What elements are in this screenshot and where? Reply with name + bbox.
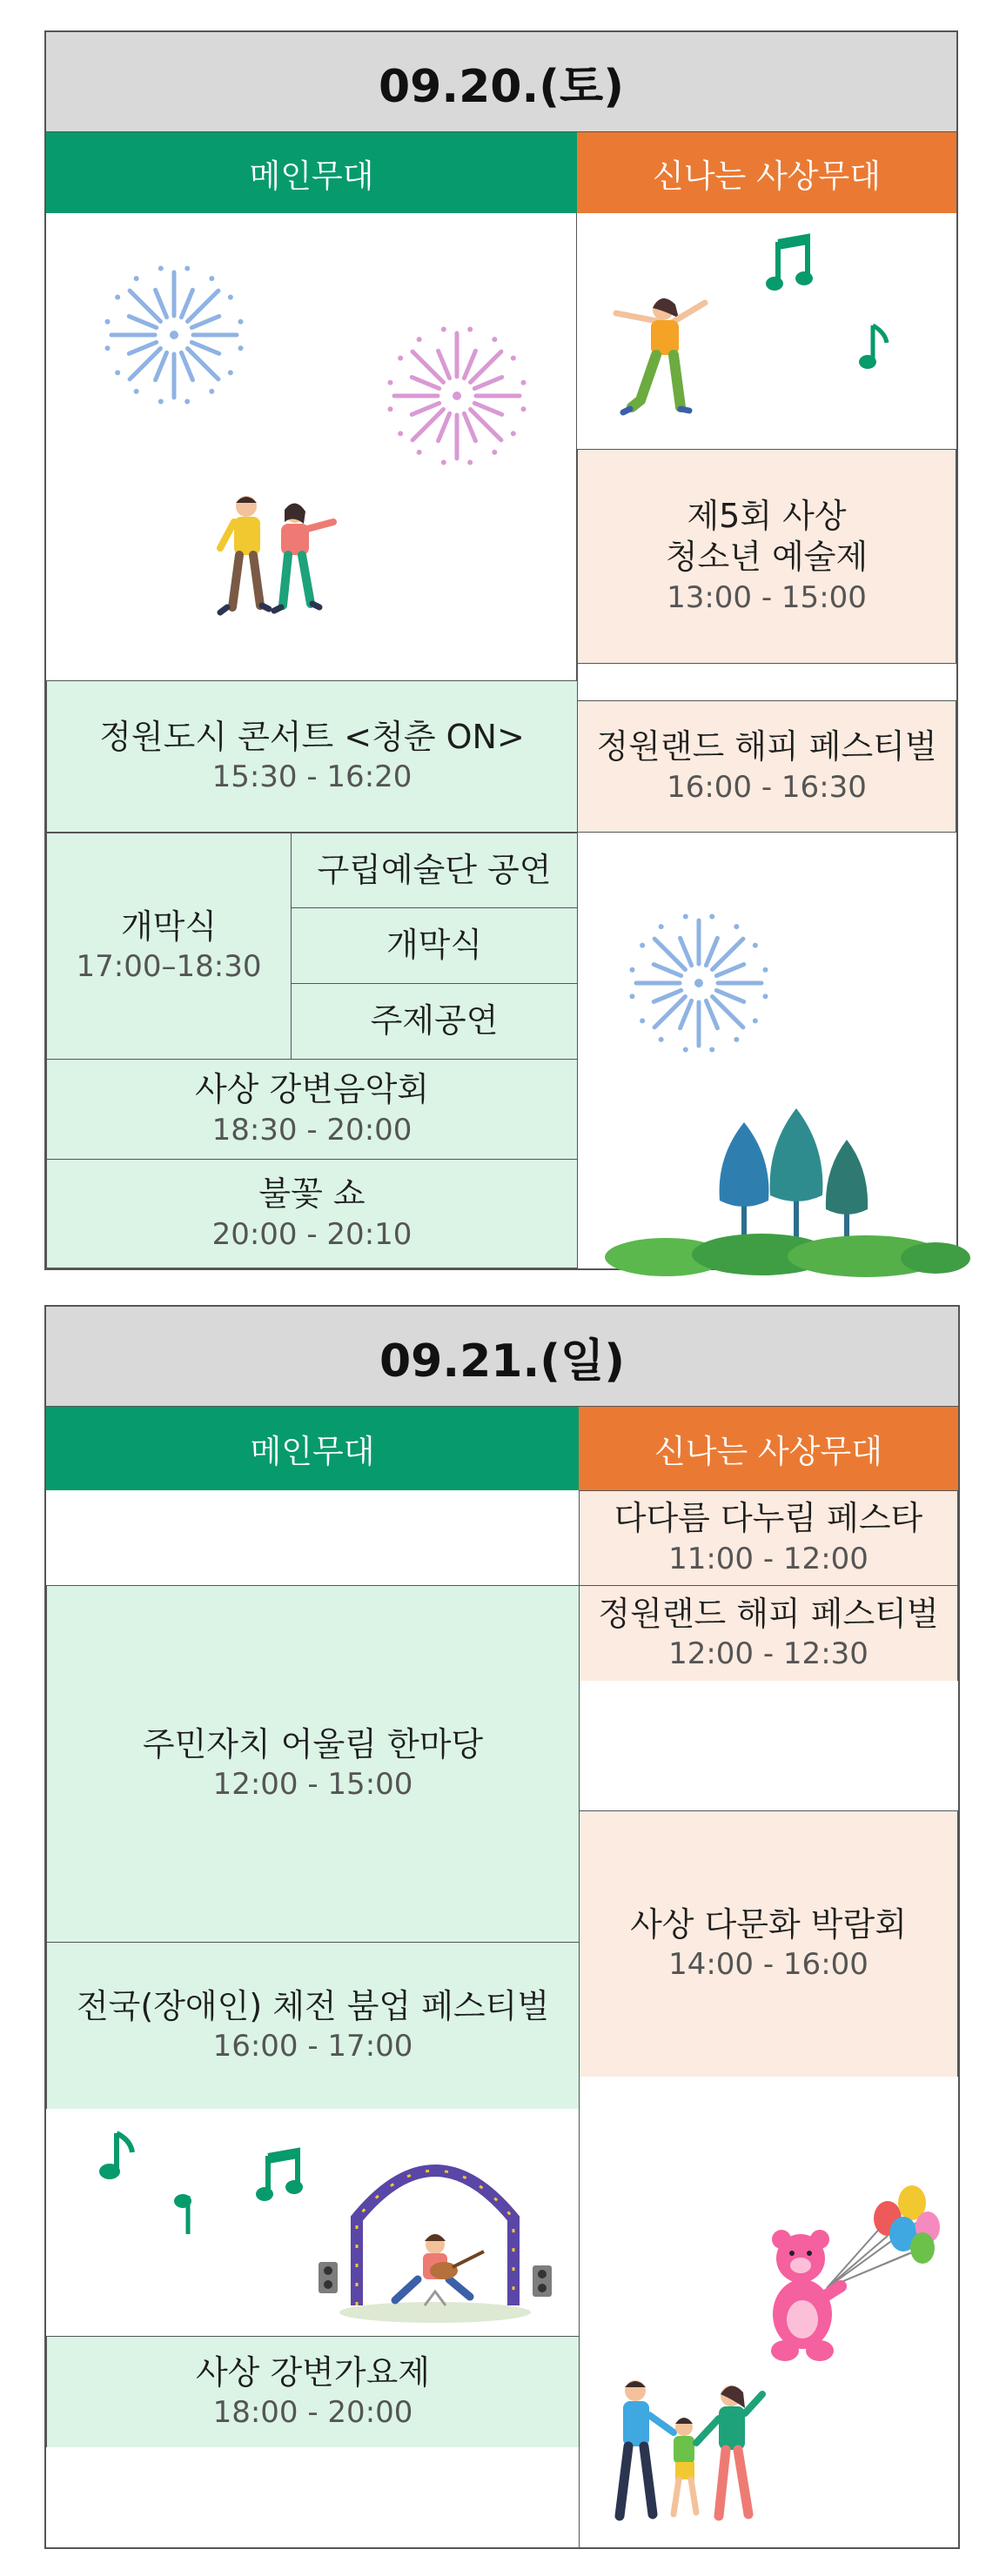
- family-walking-icon: [600, 2366, 775, 2540]
- day1-side-stage-header: 신나는 사상무대: [577, 132, 956, 213]
- day2-side-event-multicultural-expo: 사상 다문화 박람회 14:00 - 16:00: [579, 1810, 958, 2078]
- day2-main-stage-header: 메인무대: [46, 1407, 579, 1490]
- fireworks-icon: [625, 909, 773, 1057]
- music-note-icon: [254, 2149, 306, 2203]
- day1-side-event-happy-festival: 정원랜드 해피 페스티벌 16:00 - 16:30: [577, 700, 956, 833]
- day2-main-event-song-festival: 사상 강변가요제 18:00 - 20:00: [46, 2336, 580, 2448]
- day1-main-event-fireworks: 불꽃 쇼 20:00 - 20:10: [46, 1159, 578, 1268]
- day1-main-event-river-concert: 사상 강변음악회 18:30 - 20:00: [46, 1059, 578, 1160]
- music-note-icon: [766, 235, 818, 296]
- day1-opening-sub-1: 구립예술단 공연: [291, 833, 578, 908]
- day2-date-header: [46, 1307, 958, 1407]
- day2-side-event-happy-festival: 정원랜드 해피 페스티벌 12:00 - 12:30: [579, 1585, 958, 1682]
- dancing-girl-icon: [600, 287, 731, 435]
- day1-opening-sub-3: 주제공연: [291, 983, 578, 1060]
- guitarist-stage-icon: [313, 2158, 557, 2323]
- day2-main-bottom-empty-cell: [46, 2447, 580, 2547]
- day2-side-empty-cell: [579, 1681, 958, 1811]
- day1-side-gap-cell: [577, 664, 956, 700]
- music-note-icon: [857, 322, 892, 374]
- day2-main-event-community: 주민자치 어울림 한마당 12:00 - 15:00: [46, 1585, 580, 1943]
- day1-opening-sub-2: 개막식: [291, 907, 578, 984]
- day2-side-event-danurim: 다다름 다누림 페스타 11:00 - 12:00: [579, 1490, 958, 1586]
- music-note-icon: [97, 2130, 139, 2184]
- bear-balloons-icon: [757, 2158, 940, 2384]
- day1-main-stage-header: 메인무대: [46, 132, 577, 213]
- music-note-icon: [174, 2192, 197, 2245]
- fireworks-icon: [100, 261, 248, 409]
- day1-main-event-opening: 개막식 17:00–18:30: [46, 833, 292, 1060]
- day1-main-event-concert: 정원도시 콘서트 <청춘 ON> 15:30 - 16:20: [46, 680, 578, 833]
- couple-walking-icon: [205, 487, 344, 635]
- day1-date-header: [46, 32, 956, 132]
- day2-main-event-boomup-festival: 전국(장애인) 체전 붐업 페스티벌 16:00 - 17:00: [46, 1942, 580, 2110]
- trees-icon: [614, 1105, 955, 1267]
- day1-side-event-youth-festival: 제5회 사상 청소년 예술제 13:00 - 15:00: [577, 449, 956, 664]
- day2-side-stage-header: 신나는 사상무대: [579, 1407, 958, 1490]
- day2-main-empty-cell: [46, 1490, 580, 1586]
- fireworks-icon: [383, 322, 531, 470]
- day2-date: 09.21.(일): [379, 1335, 625, 1388]
- day1-date: 09.20.(토): [379, 60, 624, 113]
